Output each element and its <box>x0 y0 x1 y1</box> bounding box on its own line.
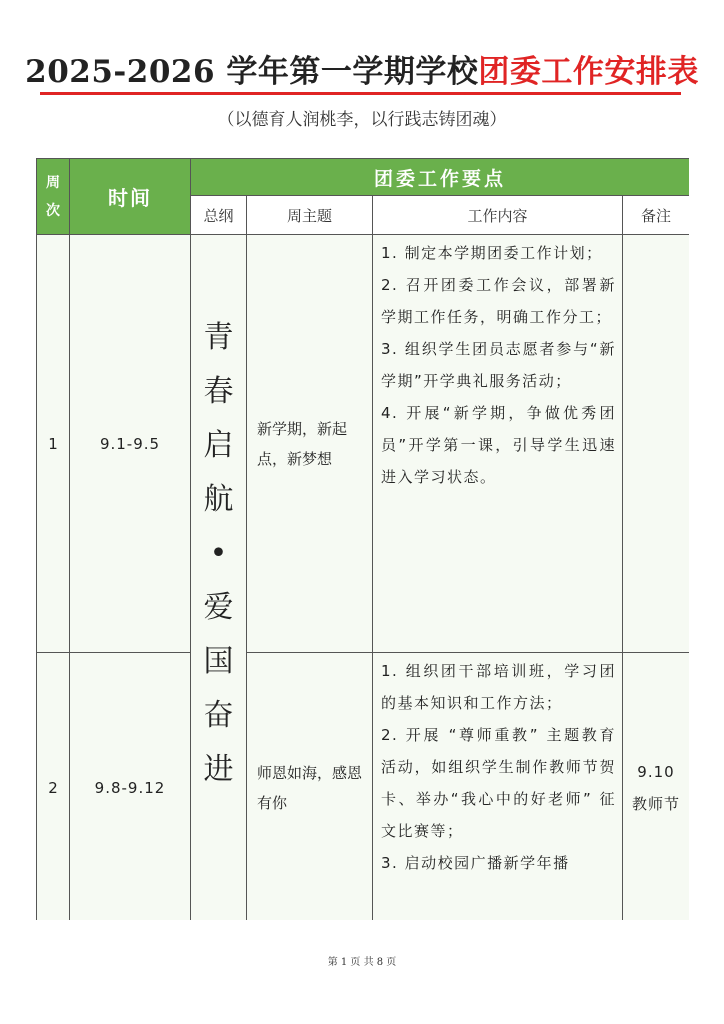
schedule-table <box>36 158 689 920</box>
header-note: 备注 <box>623 196 690 235</box>
page-subtitle: （以德育人润桃李，以行践志铸团魂） <box>217 110 507 130</box>
title-black: 2025-2026 学年第一学期学校 <box>25 54 479 90</box>
header-content: 工作内容 <box>373 196 623 235</box>
row-time: 9.8-9.12 <box>70 653 191 921</box>
row-week-theme: 师恩如海，感恩有你 <box>247 653 373 921</box>
title-red: 团委工作安排表 <box>478 54 699 90</box>
general-theme-cell <box>191 235 247 921</box>
page-footer: 第 1 页 共 8 页 <box>327 957 397 968</box>
table-row <box>37 653 690 921</box>
row-content: 1. 制定本学期团委工作计划； 2. 召开团委工作会议，部署新学期工作任务，明确工作分工； 3. 组织学生团员志愿者参与“新学期”开学典礼服务活动； 4. 开展“新学期，争做优秀团员”开学第一课，引导学生迅速进入学习状态。 <box>373 235 623 653</box>
header-week-theme: 周主题 <box>247 196 373 235</box>
row-time: 9.1-9.5 <box>70 235 191 653</box>
row-note <box>623 235 690 653</box>
row-note: 9.10教师节 <box>623 653 690 921</box>
table-row <box>37 235 690 653</box>
row-week: 1 <box>37 235 70 653</box>
header-week: 周次 <box>37 159 70 235</box>
title-underline <box>40 92 681 95</box>
row-week: 2 <box>37 653 70 921</box>
row-content: 1. 组织团干部培训班，学习团的基本知识和工作方法； 2. 开展 “尊师重教” 主题教育活动，如组织学生制作教师节贺卡、举办“我心中的好老师” 征文比赛等； 3. 启动校园广播新学年播 <box>373 653 623 921</box>
page-title <box>0 46 724 91</box>
header-time: 时间 <box>70 159 191 235</box>
header-general: 总纲 <box>191 196 247 235</box>
schedule-table-container <box>36 158 689 920</box>
row-week-theme: 新学期，新起点，新梦想 <box>247 235 373 653</box>
header-work-points: 团委工作要点 <box>191 159 690 196</box>
general-theme-vertical-text: 青 春 启 航 • 爱 国 奋 进 <box>203 320 234 787</box>
